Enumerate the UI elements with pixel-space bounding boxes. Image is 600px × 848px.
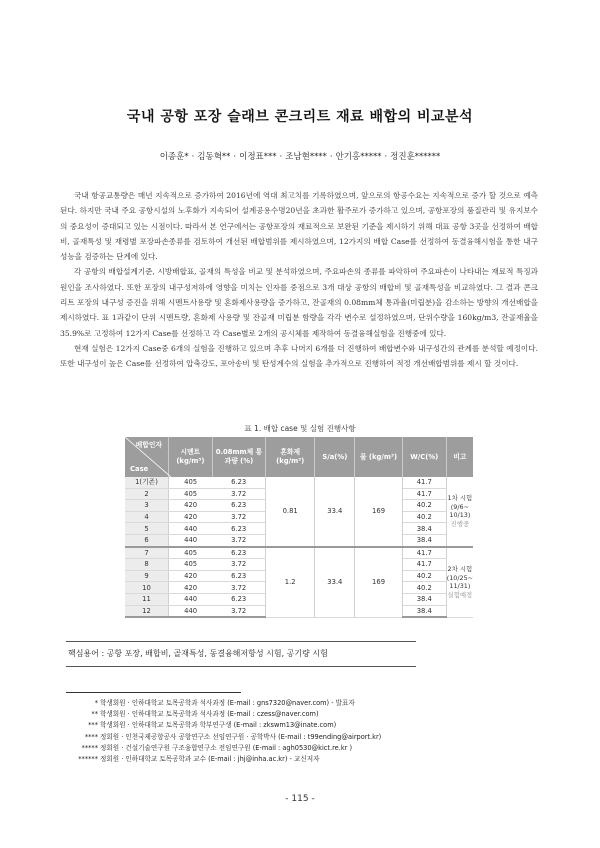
cell-pass-rate: 3.72: [212, 534, 265, 546]
abstract-paragraph-2: 각 공항의 배합설계기준, 시방배합표, 골재의 특성을 비교 및 분석하였으며, 주요파손의 종류를 파악하여 주요파손이 나타내는 재료적 특징과 원인을 조사하였다. 또한 포장의 내구성저하에 영향을 미치는 인자를 중점으로 3개 대상 공항의 배합비 및 골재특성을 비교하였다. 그 결과 콘크리트 포장의 내구성 증진을 위해 시멘트사용량 및 혼화제사용량을 증가하고, 잔골재의 0.08mm체 통과율(미립분)을 감소하는 방향의 개선배합을 제시하였다. 표 1과같이 단위 시멘트량, 혼화제 사용량 및 잔골재 미립분 함량을 각각 변수로 설정하였으며, 단위수량을 160kg/m3, 잔골재율을 35.9%로 고정하여 12가지 Case를 선정하고 각 Case별로 2개의 공시체를 제작하여 동결융해실험을 진행중에 있다.: [60, 267, 538, 338]
mix-design-table: [125, 437, 473, 618]
header-wc: W/C(%): [402, 437, 446, 477]
cell-case: 10: [125, 582, 168, 594]
cell-case: 3: [125, 500, 168, 512]
cell-case: 11: [125, 593, 168, 605]
footnote-text: 정회원 · 인하대학교 토목공학과 교수 (E-mail : jhj@inha.ac.kr) - 교신저자: [100, 755, 320, 764]
table-body: [125, 477, 473, 617]
cell-case: 8: [125, 559, 168, 571]
remark-line: 실험예정: [447, 590, 473, 599]
keywords: 핵심용어 : 공항 포장, 배합비, 골재특성, 동결융해저항성 시험, 공기량 시험: [68, 649, 328, 658]
cell-wc: 41.7: [402, 559, 446, 571]
remark-line: 2차 시험: [447, 565, 473, 574]
table-row: [125, 547, 473, 559]
remark-line: 1차 시험: [447, 494, 473, 503]
table-row: [125, 477, 473, 488]
cell-pass-rate: 6.23: [212, 523, 265, 535]
header-remark: 비고: [446, 437, 473, 477]
cell-cement: 440: [168, 523, 212, 535]
cell-pass-rate: 3.72: [212, 582, 265, 594]
footnote-mark: ******: [78, 755, 98, 764]
footnote-mark: *****: [81, 743, 98, 752]
header-admixture: 혼화제 (kg/m³): [266, 437, 315, 477]
author-separator: ·: [384, 152, 388, 162]
header-cement: 시멘트 (kg/m³): [168, 437, 212, 477]
table-caption: 표 1. 배합 case 및 실험 진행사항: [244, 424, 356, 433]
footnote: [72, 698, 542, 709]
footnote-text: 정회원 · 인천국제공항공사 공항연구소 선임연구원 · 공학박사 (E-mail : t99ending@airport.kr): [100, 732, 382, 741]
author-name: 조남현****: [285, 152, 327, 162]
cell-pass-rate: 6.23: [212, 477, 265, 488]
cell-case: 2: [125, 488, 168, 500]
cell-cement: 420: [168, 570, 212, 582]
abstract-paragraph-3: 현재 실험은 12가지 Case중 6개의 실험을 진행하고 있으며 추후 나머지 6개를 더 진행하여 배합변수와 내구성간의 관계를 분석할 예정이다. 또한 내구성이 높은 Case를 선정하여 압축강도, 포아송비 및 탄성계수의 실험을 추가적으로 진행하여 적정 개선배합범위를 제시 할 것이다.: [60, 343, 538, 369]
cell-pass-rate: 6.23: [212, 500, 265, 512]
footnote-mark: **: [91, 710, 98, 719]
cell-wc: 38.4: [402, 523, 446, 535]
cell-cement: 420: [168, 500, 212, 512]
footnote-text: 정회원 · 건설기술연구원 구조융합연구소 전임연구원 (E-mail : agh0530@kict.re.kr ): [100, 743, 353, 752]
cell-pass-rate: 6.23: [212, 570, 265, 582]
cell-remark: [446, 477, 473, 547]
cell-cement: 420: [168, 511, 212, 523]
cell-wc: 41.7: [402, 488, 446, 500]
cell-wc: 40.2: [402, 500, 446, 512]
paper-title: 국내 공항 포장 슬래브 콘크리트 재료 배합의 비교분석: [126, 109, 474, 125]
cell-case: 12: [125, 605, 168, 617]
author-separator: ·: [329, 152, 333, 162]
cell-admixture: 1.2: [266, 547, 315, 618]
cell-pass-rate: 6.23: [212, 547, 265, 559]
keyword-bottom-rule: [66, 666, 416, 667]
cell-wc: 38.4: [402, 593, 446, 605]
remark-line: 10/13): [449, 511, 471, 520]
cell-cement: 440: [168, 593, 212, 605]
cell-pass-rate: 6.23: [212, 593, 265, 605]
cell-case: 5: [125, 523, 168, 535]
cell-water: 169: [355, 477, 403, 547]
cell-sa: 33.4: [315, 547, 355, 618]
keyword-top-rule: [66, 641, 416, 642]
cell-cement: 405: [168, 559, 212, 571]
cell-pass-rate: 3.72: [212, 488, 265, 500]
table-header-row: [125, 437, 473, 477]
cell-wc: 40.2: [402, 570, 446, 582]
remark-line: 진행중: [450, 519, 470, 528]
author-separator: ·: [279, 152, 283, 162]
footnote-rule: [66, 692, 241, 693]
author-separator: ·: [233, 152, 237, 162]
cell-cement: 405: [168, 547, 212, 559]
cell-water: 169: [355, 547, 403, 618]
footnote-text: 학생회원 · 인하대학교 토목공학과 석사과정 (E-mail : czess@naver.com): [100, 710, 319, 719]
cell-wc: 40.2: [402, 511, 446, 523]
cell-wc: 40.2: [402, 582, 446, 594]
cell-case: 1(기존): [125, 477, 168, 488]
cell-pass-rate: 3.72: [212, 605, 265, 617]
cell-wc: 38.4: [402, 534, 446, 546]
cell-cement: 405: [168, 477, 212, 488]
footnote: [72, 743, 542, 754]
cell-cement: 440: [168, 534, 212, 546]
cell-wc: 41.7: [402, 477, 446, 488]
page-number: - 115 -: [285, 794, 315, 804]
header-water: 물 (kg/m³): [355, 437, 403, 477]
cell-case: 9: [125, 570, 168, 582]
footnote: [72, 720, 542, 731]
footnotes: [72, 698, 542, 765]
footnote: [72, 754, 542, 765]
remark-line: (10/25~: [446, 573, 473, 582]
cell-cement: 405: [168, 488, 212, 500]
footnote-mark: ****: [84, 732, 98, 741]
footnote-mark: ***: [88, 721, 98, 730]
cell-case: 6: [125, 534, 168, 546]
corner-label-factor: 배합인자: [135, 441, 162, 449]
cell-wc: 38.4: [402, 605, 446, 617]
cell-cement: 440: [168, 605, 212, 617]
corner-label-case: Case: [130, 465, 149, 473]
cell-case: 4: [125, 511, 168, 523]
remark-line: 11/31): [449, 582, 471, 591]
cell-sa: 33.4: [315, 477, 355, 547]
cell-case: 7: [125, 547, 168, 559]
remark-line: (9/6~: [450, 502, 469, 511]
footnote: [72, 732, 542, 743]
abstract: [60, 188, 538, 372]
footnote-text: 학생회원 · 인하대학교 토목공학과 석사과정 (E-mail : gns7320@naver.com) - 발표자: [100, 699, 355, 707]
author-separator: ·: [191, 152, 195, 162]
author-list: [0, 150, 600, 162]
author-name: 정진훈******: [390, 152, 441, 162]
cell-remark: [446, 547, 473, 618]
author-name: 안기홍*****: [335, 152, 382, 162]
footnote-text: 학생회원 · 인하대학교 토목공학과 학부연구생 (E-mail : zkswm13@inate.com): [100, 721, 337, 730]
cell-pass-rate: 3.72: [212, 511, 265, 523]
author-name: 이정표***: [239, 152, 277, 162]
cell-wc: 41.7: [402, 547, 446, 559]
abstract-paragraph-1: 국내 항공교통량은 매년 지속적으로 증가하여 2016년에 역대 최고치를 기록하였으며, 앞으로의 항공수요는 지속적으로 증가 할 것으로 예측된다. 하지만 국내 주요 공항시설의 노후화가 지속되어 설계공용수명20년을 초과한 활주로가 증가하고 있으며, 공항포장의 품질관리 및 유지보수의 중요성이 증대되고 있는 시점이다. 따라서 본 연구에서는 공항포장의 재료적으로 보완된 기준을 제시하기 위해 대표 공항 3곳을 선정하여 배합비, 골재특성 및 재령별 포장파손종류를 검토하여 개선된 배합범위를 제시하였으며, 12가지의 배합 Case를 선정하여 동결융해시험을 통한 내구성능을 검증하는 단계에 있다.: [60, 191, 538, 262]
header-sa: S/a(%): [315, 437, 355, 477]
cell-pass-rate: 3.72: [212, 559, 265, 571]
author-name: 김동혁**: [197, 152, 231, 162]
footnote: [72, 709, 542, 720]
footnote-mark: *: [94, 699, 98, 707]
table-corner-header: [125, 437, 168, 477]
author-name: 이종훈*: [159, 152, 189, 162]
cell-cement: 420: [168, 582, 212, 594]
header-pass-rate: 0.08mm체 통과량 (%): [212, 437, 265, 477]
cell-admixture: 0.81: [266, 477, 315, 547]
